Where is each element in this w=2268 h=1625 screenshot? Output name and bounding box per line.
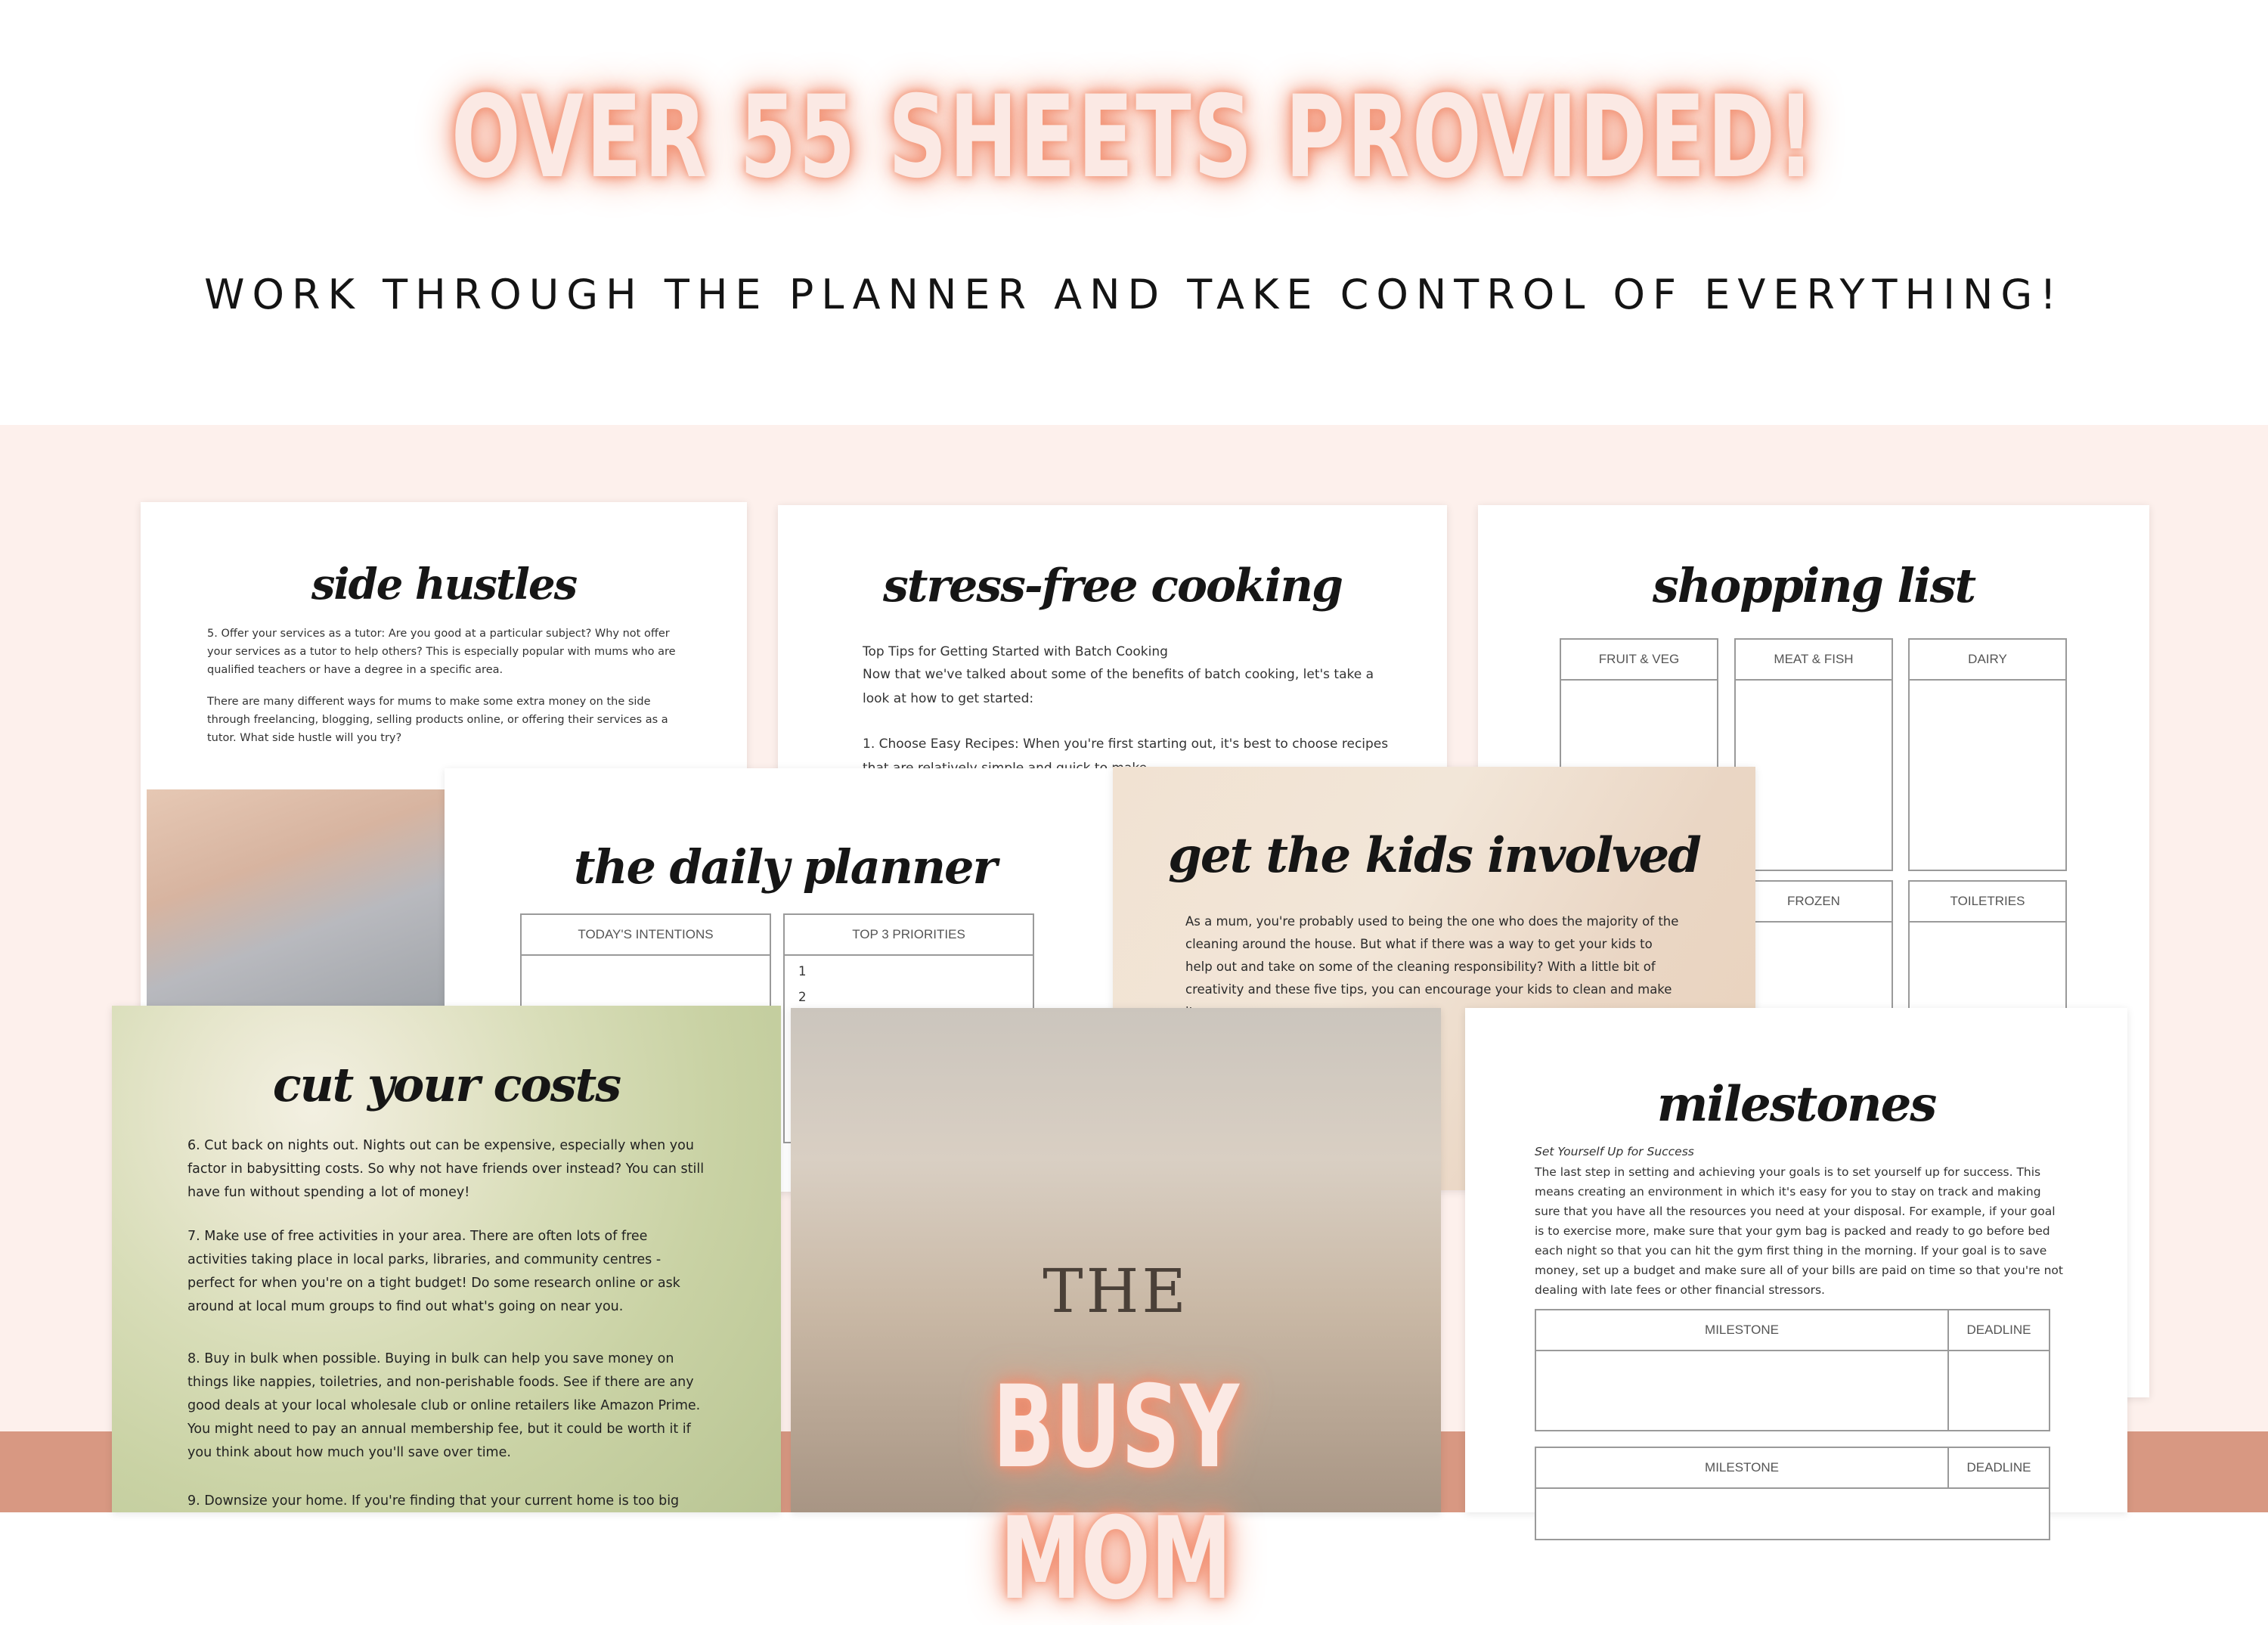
column-label: TOP 3 PRIORITIES xyxy=(785,915,1033,956)
sheet-paragraph: 6. Cut back on nights out. Nights out can be expensive, especially when you factor in babysitting costs. So why not have friends over instead? You can still have fun without spending a lot of money! xyxy=(187,1138,705,1200)
milestone-table xyxy=(1535,1447,2050,1540)
sheet-paragraph: As a mum, you're probably used to being the one who does the majority of the cleaning around the house. But what if there was a way to get your kids to help out and take on some of the cleaning responsibility? With a little bit of creativity and these five tips, you can encourage your kids to clean and make xyxy=(1185,914,1679,997)
cover-the-label: THE xyxy=(1043,1256,1189,1326)
shopping-category-box xyxy=(1734,638,1893,871)
sheet-paragraph: There are many different ways for mums to make some extra money on the side through freelancing, blogging, selling products online, or offering their services as a tutor. What side hustle will you try? xyxy=(207,696,668,744)
sheet-title: side hustles xyxy=(311,560,577,609)
milestones-sheet xyxy=(1465,1008,2127,1512)
category-label: FROZEN xyxy=(1736,882,1892,923)
deadline-header: DEADLINE xyxy=(1947,1448,2049,1489)
sheet-paragraph: 1. Choose Easy Recipes: When you're first starting out, it's best to choose recipes xyxy=(863,737,1389,752)
busy-mom-cover xyxy=(791,1008,1441,1625)
sheet-paragraph: 5. Offer your services as a tutor: Are you good at a particular subject? Why not offer your services as a tutor to help others? This is especially popular with mums who are qualified teachers or have a degree in a specific area. xyxy=(207,628,676,676)
sheet-paragraph: The last step in setting and achieving your goals is to set yourself up for success. This means creating an environment in which it's easy for you to stay on track and making sure that you have all the resources you need at your disposal. For example, if your goal is to exercise more, make sure that your gym bag is packed and ready to go before bed each night so that you can hit the gym first thing in the morning. If your goal is to save money, set up a budget and make sure all of your bills are paid on time so that you're not dealing with late fees or other financial stressors. xyxy=(1535,1165,2063,1297)
deadline-header: DEADLINE xyxy=(1947,1310,2049,1351)
sheet-title: cut your costs xyxy=(272,1057,621,1112)
sheet-paragraph: 8. Buy in bulk when possible. Buying in bulk can help you save money on things like nappies, toiletries, and non-perishable foods. See if there are any good deals at your local wholesale club or online retailers like Amazon Prime. You might need to pay an annual membership fee, but it could be worth it if you think about how much you'll save over time. xyxy=(187,1351,701,1460)
sheet-title: the daily planner xyxy=(573,839,996,895)
cut-your-costs-sheet xyxy=(112,1006,781,1512)
sheet-paragraph: Now that we've talked about some of the benefits of batch cooking, let's take a look at how to get started: xyxy=(863,667,1374,706)
sheet-title: get the kids involved xyxy=(1168,827,1700,884)
category-label: TOILETRIES xyxy=(1910,882,2065,923)
category-label: MEAT & FISH xyxy=(1736,640,1892,681)
sheet-paragraph: 9. Downsize your home. If you're finding that your current home is too big xyxy=(187,1493,680,1509)
sheet-title: stress-free cooking xyxy=(883,560,1342,612)
sheet-title: shopping list xyxy=(1652,558,1975,613)
milestone-header: MILESTONE xyxy=(1536,1448,1947,1489)
laptop-typing-photo xyxy=(147,789,449,1016)
headline: OVER 55 SHEETS PROVIDED! xyxy=(451,72,1817,203)
priority-number: 1 xyxy=(798,964,807,978)
milestone-header: MILESTONE xyxy=(1536,1310,1947,1351)
cover-title: BUSY MOM xyxy=(992,1362,1240,1625)
milestones-subtitle: Set Yourself Up for Success xyxy=(1535,1145,1694,1158)
category-label: FRUIT & VEG xyxy=(1561,640,1717,681)
sheet-paragraph: Top Tips for Getting Started with Batch Cooking xyxy=(863,644,1168,659)
column-label: TODAY'S INTENTIONS xyxy=(522,915,770,956)
milestone-table xyxy=(1535,1309,2050,1431)
priority-number: 2 xyxy=(798,990,807,1004)
shopping-category-box xyxy=(1908,638,2067,871)
table-divider xyxy=(1947,1350,1949,1430)
sheet-paragraph: 7. Make use of free activities in your area. There are often lots of free activities taking place in local parks, libraries, and community centres - perfect for when you're on a tight budget! Do some research online or ask around at local mum groups to find out what's going on near you. xyxy=(187,1229,680,1314)
category-label: DAIRY xyxy=(1910,640,2065,681)
sheet-title: milestones xyxy=(1656,1076,1936,1133)
subheadline: WORK THROUGH THE PLANNER AND TAKE CONTROL OF EVERYTHING! xyxy=(204,271,2064,318)
